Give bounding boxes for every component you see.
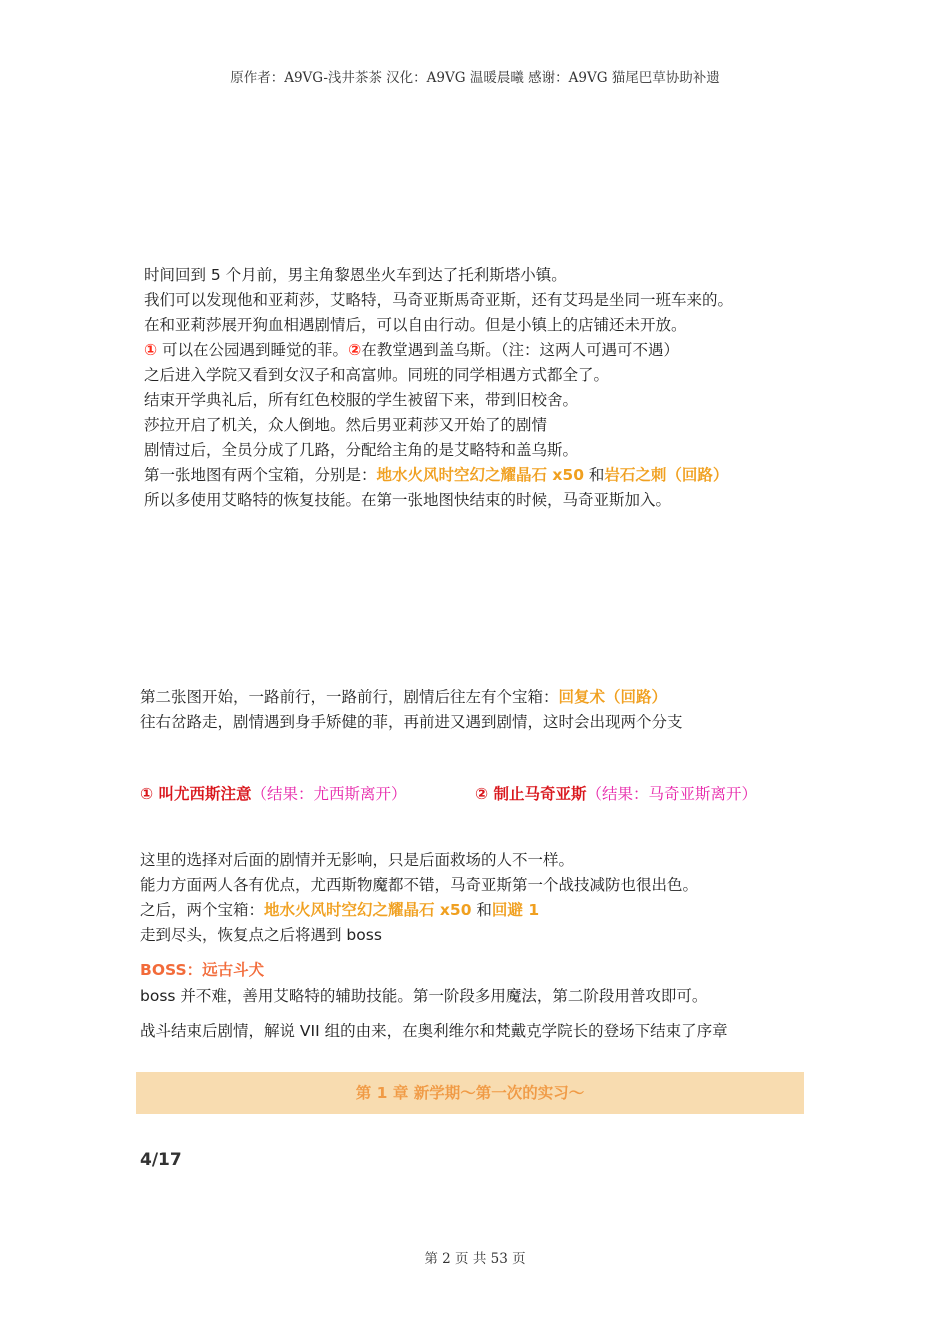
circled-number-2: ② [348,341,362,359]
choice-label: ① 叫尤西斯注意 [140,785,252,803]
text-span: 可以在公园遇到睡觉的菲。 [157,341,349,359]
branch-choice-1 [140,782,407,804]
paragraph-line: 能力方面两人各有优点，尤西斯物魔都不错，马奇亚斯第一个战技减防也很出色。 [140,876,699,894]
document-header: 原作者：A9VG-浅井茶茶 汉化：A9VG 温暖晨曦 感谢：A9VG 猫尾巴草协助补遗 [230,70,720,86]
paragraph-line: 时间回到 5 个月前，男主角黎恩坐火车到达了托利斯塔小镇。 [144,266,567,284]
branch-choice-2 [475,782,757,804]
paragraph-line: 这里的选择对后面的剧情并无影响，只是后面救场的人不一样。 [140,851,575,869]
choice-result: （结果：尤西斯离开） [251,785,407,803]
text-span: 和 [471,901,492,919]
paragraph-line: 剧情过后，全员分成了几路，分配给主角的是艾略特和盖乌斯。 [144,441,579,459]
treasure-item: 回避 1 [491,901,540,919]
paragraph-line [144,463,728,485]
treasure-item: 地水火风时空幻之耀晶石 x50 [264,901,472,919]
text-span: 第一张地图有两个宝箱，分别是： [144,466,377,484]
document-footer: 第 2 页 共 53 页 [424,1251,526,1267]
paragraph-line [144,338,679,360]
text-span: 在教堂遇到盖乌斯。（注：这两人可遇可不遇） [361,341,679,359]
paragraph-line: 往右岔路走，剧情遇到身手矫健的菲，再前进又遇到剧情，这时会出现两个分支 [140,713,683,731]
treasure-item: 回复术（回路） [558,688,668,706]
paragraph-line [140,898,539,920]
choice-result: （结果：马奇亚斯离开） [586,785,758,803]
circled-number-1: ① [144,341,158,359]
paragraph-line: 结束开学典礼后，所有红色校服的学生被留下来，带到旧校舍。 [144,391,579,409]
paragraph-line: 走到尽头，恢复点之后将遇到 boss [140,926,382,944]
paragraph-line: 之后进入学院又看到女汉子和高富帅。同班的同学相遇方式都全了。 [144,366,610,384]
chapter-banner: 第 1 章 新学期～第一次的实习～ [136,1072,804,1114]
paragraph-line: 战斗结束后剧情，解说 VII 组的由来，在奥利维尔和梵戴克学院长的登场下结束了序章 [140,1022,728,1040]
paragraph-line: 所以多使用艾略特的恢复技能。在第一张地图快结束的时候，马奇亚斯加入。 [144,491,672,509]
paragraph-line: boss 并不难，善用艾略特的辅助技能。第一阶段多用魔法，第二阶段用普攻即可。 [140,987,708,1005]
paragraph-line: 我们可以发现他和亚莉莎，艾略特，马奇亚斯馬奇亚斯，还有艾玛是坐同一班车来的。 [144,291,734,309]
boss-heading: BOSS：远古斗犬 [140,961,265,979]
treasure-item: 地水火风时空幻之耀晶石 x50 [376,466,584,484]
text-span: 和 [583,466,605,484]
text-span: 第二张图开始，一路前行，一路前行，剧情后往左有个宝箱： [140,688,559,706]
treasure-item: 岩石之刺（回路） [604,466,729,484]
choice-label: ② 制止马奇亚斯 [475,785,587,803]
section-page-number: 4/17 [140,1150,182,1170]
paragraph-line: 在和亚莉莎展开狗血相遇剧情后，可以自由行动。但是小镇上的店铺还未开放。 [144,316,687,334]
paragraph-line: 莎拉开启了机关，众人倒地。然后男亚莉莎又开始了的剧情 [144,416,548,434]
text-span: 之后，两个宝箱： [140,901,265,919]
paragraph-line [140,685,667,707]
